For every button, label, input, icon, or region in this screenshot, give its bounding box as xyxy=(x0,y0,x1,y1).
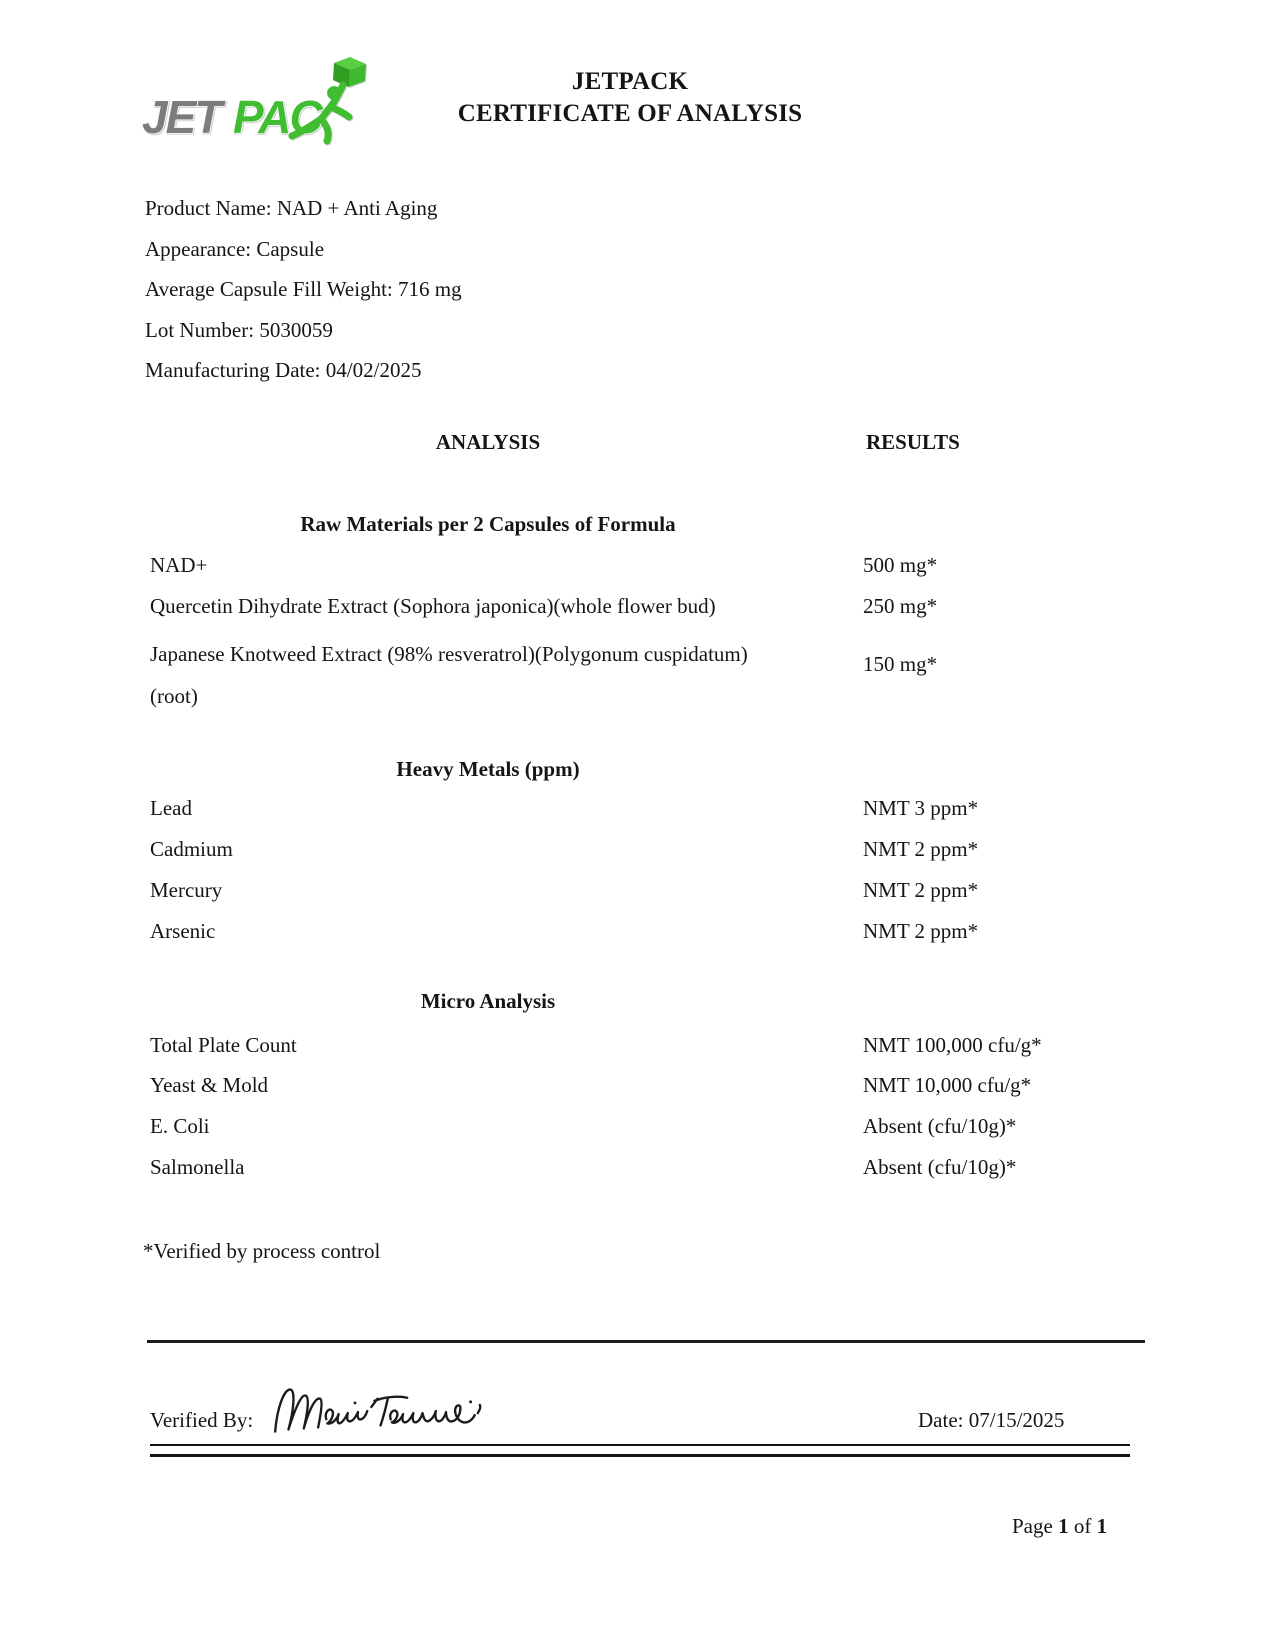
signature xyxy=(268,1376,488,1440)
result-value: NMT 2 ppm* xyxy=(863,878,979,902)
analysis-row xyxy=(150,798,1150,819)
results-column-header: RESULTS xyxy=(866,430,960,454)
analysis-row xyxy=(150,921,1150,942)
section-heading-heavy-metals: Heavy Metals (ppm) xyxy=(396,757,580,781)
analysis-row xyxy=(150,839,1150,860)
result-value: Absent (cfu/10g)* xyxy=(863,1155,1017,1179)
signature-double-rule xyxy=(150,1444,1130,1457)
analysis-row xyxy=(150,596,1150,617)
result-value: 150 mg* xyxy=(863,652,938,676)
analysis-row xyxy=(150,1035,1150,1056)
analysis-item: Lead xyxy=(150,796,192,820)
verified-footnote: *Verified by process control xyxy=(143,1239,381,1263)
analysis-row xyxy=(150,634,1150,717)
analysis-item: Yeast & Mold xyxy=(150,1073,269,1097)
analysis-item: Quercetin Dihydrate Extract (Sophora japonica)(whole flower bud) xyxy=(150,594,716,618)
section-heading-micro-analysis: Micro Analysis xyxy=(420,989,556,1013)
analysis-item: Mercury xyxy=(150,878,223,902)
company-name: JETPACK xyxy=(571,68,689,95)
analysis-item: NAD+ xyxy=(150,553,208,577)
jetpack-logo-icon xyxy=(138,55,373,155)
date-label: Date: xyxy=(918,1408,964,1432)
fill-weight-line: Average Capsule Fill Weight: 716 mg xyxy=(145,277,462,301)
product-name-line: Product Name: NAD + Anti Aging xyxy=(145,196,438,220)
analysis-row xyxy=(150,1157,1150,1178)
date-line xyxy=(918,1408,1064,1433)
analysis-row xyxy=(150,1075,1150,1096)
signature-icon xyxy=(268,1376,488,1440)
analysis-item: Japanese Knotweed Extract (98% resveratrol)(Polygonum cuspidatum)(root) xyxy=(150,642,748,708)
analysis-item: E. Coli xyxy=(150,1114,210,1138)
document-title xyxy=(400,66,860,130)
jetpack-logo xyxy=(138,55,373,155)
section-heading-raw-materials: Raw Materials per 2 Capsules of Formula xyxy=(300,512,676,536)
result-value: Absent (cfu/10g)* xyxy=(863,1114,1017,1138)
result-value: 250 mg* xyxy=(863,594,938,618)
certificate-heading: CERTIFICATE OF ANALYSIS xyxy=(457,100,803,127)
analysis-row xyxy=(150,880,1150,901)
analysis-item: Salmonella xyxy=(150,1155,245,1179)
analysis-column-header: ANALYSIS xyxy=(435,430,541,454)
result-value: NMT 100,000 cfu/g* xyxy=(863,1033,1042,1057)
result-value: NMT 2 ppm* xyxy=(863,837,979,861)
total-pages: 1 xyxy=(1096,1514,1108,1538)
analysis-row xyxy=(150,1116,1150,1137)
appearance-line: Appearance: Capsule xyxy=(145,236,325,261)
date-value: 07/15/2025 xyxy=(968,1408,1065,1432)
verified-by-label: Verified By: xyxy=(150,1408,254,1432)
result-value: NMT 3 ppm* xyxy=(863,796,979,820)
manufacturing-date-line: Manufacturing Date: 04/02/2025 xyxy=(145,358,422,382)
current-page: 1 xyxy=(1058,1514,1069,1538)
horizontal-rule xyxy=(147,1340,1145,1343)
analysis-row xyxy=(150,555,1150,576)
analysis-item: Cadmium xyxy=(150,837,233,861)
lot-number-line: Lot Number: 5030059 xyxy=(145,317,333,342)
result-value: NMT 2 ppm* xyxy=(863,919,979,943)
page-number: Page 1 of 1 xyxy=(1012,1514,1108,1538)
analysis-item: Total Plate Count xyxy=(150,1033,297,1057)
result-value: NMT 10,000 cfu/g* xyxy=(863,1073,1032,1097)
analysis-item: Arsenic xyxy=(150,919,216,943)
logo-text-pac: PAC xyxy=(233,91,321,143)
logo-text-jet: JET xyxy=(142,91,221,143)
product-info-block xyxy=(145,188,845,391)
result-value: 500 mg* xyxy=(863,553,938,577)
